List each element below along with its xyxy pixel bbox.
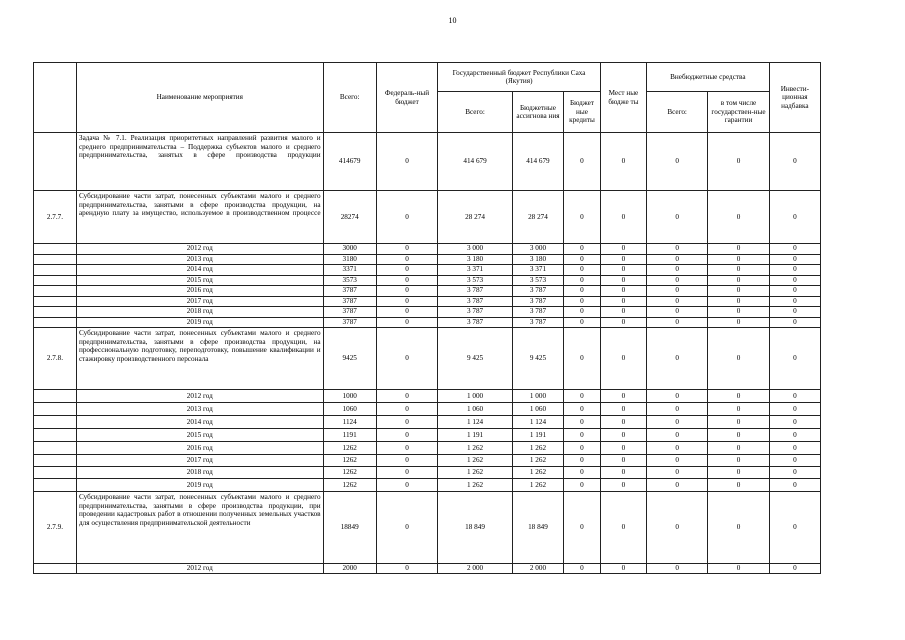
row-code: 2.7.9. <box>34 492 77 564</box>
cell-republic-allocations: 1 262 <box>512 467 563 479</box>
cell-total: 1000 <box>323 390 376 403</box>
table-row <box>34 442 821 455</box>
cell-federal: 0 <box>376 390 437 403</box>
cell-guarantees: 0 <box>708 286 769 297</box>
row-code <box>34 442 77 455</box>
cell-republic-total: 18 849 <box>438 492 513 564</box>
cell-local: 0 <box>600 275 646 286</box>
cell-local: 0 <box>600 479 646 492</box>
cell-credits: 0 <box>564 390 601 403</box>
cell-total: 1262 <box>323 442 376 455</box>
cell-extra-total: 0 <box>646 390 707 403</box>
row-year: 2018 год <box>76 467 323 479</box>
cell-guarantees: 0 <box>708 307 769 318</box>
cell-credits: 0 <box>564 328 601 390</box>
cell-investment: 0 <box>769 467 820 479</box>
header-federal: Федераль-ный бюджет <box>376 63 437 133</box>
row-code <box>34 390 77 403</box>
cell-republic-total: 3 787 <box>438 286 513 297</box>
cell-republic-allocations: 3 573 <box>512 275 563 286</box>
table-row <box>34 479 821 492</box>
cell-total: 1262 <box>323 479 376 492</box>
header-investment: Инвести-ционная надбавка <box>769 63 820 133</box>
cell-extra-total: 0 <box>646 467 707 479</box>
cell-investment: 0 <box>769 492 820 564</box>
cell-credits: 0 <box>564 244 601 255</box>
cell-total: 2000 <box>323 564 376 574</box>
cell-republic-allocations: 28 274 <box>512 191 563 244</box>
table-row <box>34 244 821 255</box>
cell-total: 28274 <box>323 191 376 244</box>
cell-local: 0 <box>600 133 646 191</box>
cell-credits: 0 <box>564 133 601 191</box>
cell-total: 3787 <box>323 307 376 318</box>
cell-credits: 0 <box>564 403 601 416</box>
cell-investment: 0 <box>769 133 820 191</box>
cell-guarantees: 0 <box>708 416 769 429</box>
header-code <box>34 63 77 133</box>
cell-investment: 0 <box>769 403 820 416</box>
table-row <box>34 492 821 564</box>
row-code <box>34 133 77 191</box>
row-name: Задача № 7.1. Реализация приоритетных направлений развития малого и среднего предпринимательства – Поддержка субъектов малого и среднего предпринимательства, занятых в сфере производства продукции <box>76 133 323 191</box>
cell-federal: 0 <box>376 455 437 467</box>
cell-local: 0 <box>600 442 646 455</box>
cell-total: 3787 <box>323 296 376 307</box>
cell-local: 0 <box>600 492 646 564</box>
cell-credits: 0 <box>564 265 601 276</box>
cell-extra-total: 0 <box>646 429 707 442</box>
row-year: 2012 год <box>76 390 323 403</box>
cell-local: 0 <box>600 296 646 307</box>
row-code <box>34 429 77 442</box>
cell-guarantees: 0 <box>708 455 769 467</box>
cell-extra-total: 0 <box>646 455 707 467</box>
cell-credits: 0 <box>564 191 601 244</box>
cell-guarantees: 0 <box>708 275 769 286</box>
cell-credits: 0 <box>564 429 601 442</box>
cell-federal: 0 <box>376 254 437 265</box>
cell-total: 9425 <box>323 328 376 390</box>
header-total: Всего: <box>323 63 376 133</box>
cell-local: 0 <box>600 390 646 403</box>
cell-local: 0 <box>600 467 646 479</box>
cell-extra-total: 0 <box>646 564 707 574</box>
cell-republic-allocations: 1 060 <box>512 403 563 416</box>
cell-extra-total: 0 <box>646 275 707 286</box>
cell-republic-allocations: 3 787 <box>512 307 563 318</box>
cell-total: 3787 <box>323 317 376 328</box>
cell-local: 0 <box>600 455 646 467</box>
cell-investment: 0 <box>769 455 820 467</box>
cell-extra-total: 0 <box>646 296 707 307</box>
cell-republic-total: 2 000 <box>438 564 513 574</box>
cell-federal: 0 <box>376 416 437 429</box>
cell-federal: 0 <box>376 296 437 307</box>
table-row <box>34 265 821 276</box>
table-row <box>34 403 821 416</box>
cell-investment: 0 <box>769 244 820 255</box>
cell-guarantees: 0 <box>708 564 769 574</box>
cell-extra-total: 0 <box>646 479 707 492</box>
cell-federal: 0 <box>376 442 437 455</box>
cell-total: 3000 <box>323 244 376 255</box>
cell-investment: 0 <box>769 317 820 328</box>
cell-republic-allocations: 3 180 <box>512 254 563 265</box>
cell-guarantees: 0 <box>708 191 769 244</box>
cell-federal: 0 <box>376 317 437 328</box>
cell-federal: 0 <box>376 429 437 442</box>
cell-local: 0 <box>600 286 646 297</box>
row-year: 2019 год <box>76 479 323 492</box>
cell-extra-total: 0 <box>646 286 707 297</box>
cell-investment: 0 <box>769 479 820 492</box>
cell-republic-total: 1 262 <box>438 467 513 479</box>
cell-republic-total: 1 124 <box>438 416 513 429</box>
cell-credits: 0 <box>564 296 601 307</box>
cell-extra-total: 0 <box>646 317 707 328</box>
header-extra-total: Всего: <box>646 92 707 133</box>
row-name: Субсидирование части затрат, понесенных субъектами малого и среднего предпринимательства, занятыми в сфере производства продукции, на профессиональную подготовку, переподготовку, повышение квалификации и стажировку производственного персонала <box>76 328 323 390</box>
table-row <box>34 191 821 244</box>
cell-federal: 0 <box>376 244 437 255</box>
header-extra-guarantees: в том числе государствен-ные гарантии <box>708 92 769 133</box>
cell-republic-total: 3 000 <box>438 244 513 255</box>
row-code <box>34 403 77 416</box>
cell-republic-allocations: 3 371 <box>512 265 563 276</box>
cell-guarantees: 0 <box>708 133 769 191</box>
cell-local: 0 <box>600 564 646 574</box>
table-row <box>34 275 821 286</box>
header-republic-credits: Бюджет ные кредиты <box>564 92 601 133</box>
cell-credits: 0 <box>564 467 601 479</box>
cell-republic-total: 1 262 <box>438 455 513 467</box>
row-code: 2.7.8. <box>34 328 77 390</box>
cell-credits: 0 <box>564 286 601 297</box>
table-row <box>34 286 821 297</box>
cell-republic-allocations: 18 849 <box>512 492 563 564</box>
row-year: 2012 год <box>76 244 323 255</box>
cell-investment: 0 <box>769 442 820 455</box>
cell-total: 1262 <box>323 467 376 479</box>
row-code <box>34 416 77 429</box>
cell-extra-total: 0 <box>646 254 707 265</box>
cell-republic-total: 3 787 <box>438 317 513 328</box>
cell-investment: 0 <box>769 429 820 442</box>
table-row <box>34 467 821 479</box>
row-code <box>34 254 77 265</box>
cell-total: 1060 <box>323 403 376 416</box>
table-body <box>34 133 821 574</box>
row-code: 2.7.7. <box>34 191 77 244</box>
cell-republic-allocations: 3 787 <box>512 317 563 328</box>
table-row <box>34 296 821 307</box>
row-code <box>34 467 77 479</box>
cell-federal: 0 <box>376 479 437 492</box>
cell-extra-total: 0 <box>646 244 707 255</box>
cell-federal: 0 <box>376 564 437 574</box>
cell-extra-total: 0 <box>646 328 707 390</box>
cell-local: 0 <box>600 403 646 416</box>
cell-credits: 0 <box>564 317 601 328</box>
cell-guarantees: 0 <box>708 244 769 255</box>
cell-republic-allocations: 3 000 <box>512 244 563 255</box>
cell-republic-allocations: 9 425 <box>512 328 563 390</box>
cell-federal: 0 <box>376 286 437 297</box>
row-code <box>34 244 77 255</box>
cell-guarantees: 0 <box>708 254 769 265</box>
cell-local: 0 <box>600 265 646 276</box>
table-row <box>34 455 821 467</box>
cell-local: 0 <box>600 416 646 429</box>
cell-credits: 0 <box>564 307 601 318</box>
cell-investment: 0 <box>769 390 820 403</box>
budget-table <box>33 62 821 574</box>
cell-investment: 0 <box>769 328 820 390</box>
cell-republic-allocations: 1 262 <box>512 455 563 467</box>
cell-investment: 0 <box>769 286 820 297</box>
table-row <box>34 564 821 574</box>
header-extrabudgetary: Внебюджетные средства <box>646 63 769 92</box>
cell-credits: 0 <box>564 492 601 564</box>
table-row <box>34 317 821 328</box>
row-year: 2019 год <box>76 317 323 328</box>
cell-total: 1124 <box>323 416 376 429</box>
header-local: Мест ные бюдже ты <box>600 63 646 133</box>
cell-guarantees: 0 <box>708 328 769 390</box>
cell-local: 0 <box>600 244 646 255</box>
cell-republic-allocations: 3 787 <box>512 286 563 297</box>
row-year: 2016 год <box>76 286 323 297</box>
table-row <box>34 416 821 429</box>
row-code <box>34 265 77 276</box>
cell-republic-total: 1 060 <box>438 403 513 416</box>
cell-extra-total: 0 <box>646 442 707 455</box>
cell-republic-allocations: 1 262 <box>512 442 563 455</box>
row-code <box>34 317 77 328</box>
row-year: 2017 год <box>76 296 323 307</box>
cell-guarantees: 0 <box>708 492 769 564</box>
cell-extra-total: 0 <box>646 416 707 429</box>
cell-republic-total: 414 679 <box>438 133 513 191</box>
cell-republic-allocations: 1 191 <box>512 429 563 442</box>
cell-republic-allocations: 1 000 <box>512 390 563 403</box>
cell-total: 3180 <box>323 254 376 265</box>
row-code <box>34 296 77 307</box>
cell-republic-total: 3 787 <box>438 296 513 307</box>
cell-total: 18849 <box>323 492 376 564</box>
table-row <box>34 328 821 390</box>
cell-local: 0 <box>600 307 646 318</box>
cell-guarantees: 0 <box>708 442 769 455</box>
cell-investment: 0 <box>769 275 820 286</box>
row-year: 2014 год <box>76 265 323 276</box>
cell-credits: 0 <box>564 254 601 265</box>
cell-republic-allocations: 1 124 <box>512 416 563 429</box>
row-year: 2014 год <box>76 416 323 429</box>
cell-guarantees: 0 <box>708 429 769 442</box>
cell-investment: 0 <box>769 191 820 244</box>
cell-federal: 0 <box>376 492 437 564</box>
cell-republic-total: 3 180 <box>438 254 513 265</box>
cell-total: 3371 <box>323 265 376 276</box>
cell-guarantees: 0 <box>708 390 769 403</box>
row-code <box>34 455 77 467</box>
cell-investment: 0 <box>769 416 820 429</box>
cell-federal: 0 <box>376 275 437 286</box>
cell-republic-total: 1 000 <box>438 390 513 403</box>
cell-credits: 0 <box>564 455 601 467</box>
cell-federal: 0 <box>376 133 437 191</box>
row-year: 2012 год <box>76 564 323 574</box>
cell-investment: 0 <box>769 254 820 265</box>
cell-republic-total: 3 371 <box>438 265 513 276</box>
cell-republic-total: 1 262 <box>438 442 513 455</box>
row-name: Субсидирование части затрат, понесенных субъектами малого и среднего предпринимательства, занятыми в сфере производства продукции, на арендную плату за имущество, используемое в производственном процессе <box>76 191 323 244</box>
cell-total: 414679 <box>323 133 376 191</box>
row-code <box>34 286 77 297</box>
row-year: 2015 год <box>76 429 323 442</box>
table-row <box>34 307 821 318</box>
cell-republic-total: 3 787 <box>438 307 513 318</box>
cell-extra-total: 0 <box>646 191 707 244</box>
row-year: 2013 год <box>76 403 323 416</box>
cell-guarantees: 0 <box>708 296 769 307</box>
cell-federal: 0 <box>376 403 437 416</box>
cell-local: 0 <box>600 317 646 328</box>
cell-guarantees: 0 <box>708 265 769 276</box>
row-name: Субсидирование части затрат, понесенных субъектами малого и среднего предпринимательства, занятыми в сфере производства продукции, при проведении кадастровых работ в отношении полученных земельных участков для осуществления предпринимательской деятельности <box>76 492 323 564</box>
header-republic-allocations: Бюджетные ассигнова ния <box>512 92 563 133</box>
page-number: 10 <box>448 16 457 25</box>
cell-republic-total: 9 425 <box>438 328 513 390</box>
row-code <box>34 307 77 318</box>
cell-guarantees: 0 <box>708 479 769 492</box>
header-republic-budget: Государственный бюджет Республики Саха (Якутия) <box>438 63 601 92</box>
cell-credits: 0 <box>564 416 601 429</box>
cell-guarantees: 0 <box>708 467 769 479</box>
cell-extra-total: 0 <box>646 492 707 564</box>
table-row <box>34 133 821 191</box>
cell-extra-total: 0 <box>646 133 707 191</box>
cell-local: 0 <box>600 328 646 390</box>
cell-federal: 0 <box>376 307 437 318</box>
row-year: 2017 год <box>76 455 323 467</box>
cell-credits: 0 <box>564 442 601 455</box>
cell-republic-allocations: 1 262 <box>512 479 563 492</box>
cell-local: 0 <box>600 429 646 442</box>
cell-republic-allocations: 414 679 <box>512 133 563 191</box>
cell-republic-total: 28 274 <box>438 191 513 244</box>
table-row <box>34 429 821 442</box>
cell-extra-total: 0 <box>646 403 707 416</box>
row-year: 2018 год <box>76 307 323 318</box>
cell-investment: 0 <box>769 296 820 307</box>
cell-total: 3787 <box>323 286 376 297</box>
cell-credits: 0 <box>564 564 601 574</box>
table-row <box>34 390 821 403</box>
header-name: Наименование мероприятия <box>76 63 323 133</box>
row-year: 2013 год <box>76 254 323 265</box>
cell-total: 1191 <box>323 429 376 442</box>
row-code <box>34 479 77 492</box>
cell-republic-total: 1 262 <box>438 479 513 492</box>
row-year: 2015 год <box>76 275 323 286</box>
cell-federal: 0 <box>376 191 437 244</box>
cell-local: 0 <box>600 191 646 244</box>
cell-republic-total: 3 573 <box>438 275 513 286</box>
cell-local: 0 <box>600 254 646 265</box>
cell-republic-allocations: 3 787 <box>512 296 563 307</box>
cell-investment: 0 <box>769 564 820 574</box>
cell-guarantees: 0 <box>708 317 769 328</box>
cell-investment: 0 <box>769 265 820 276</box>
header-republic-total: Всего: <box>438 92 513 133</box>
cell-federal: 0 <box>376 265 437 276</box>
cell-credits: 0 <box>564 275 601 286</box>
cell-extra-total: 0 <box>646 265 707 276</box>
row-code <box>34 564 77 574</box>
cell-federal: 0 <box>376 467 437 479</box>
cell-guarantees: 0 <box>708 403 769 416</box>
cell-federal: 0 <box>376 328 437 390</box>
table-row <box>34 254 821 265</box>
cell-republic-total: 1 191 <box>438 429 513 442</box>
cell-republic-allocations: 2 000 <box>512 564 563 574</box>
cell-investment: 0 <box>769 307 820 318</box>
cell-total: 3573 <box>323 275 376 286</box>
cell-credits: 0 <box>564 479 601 492</box>
row-code <box>34 275 77 286</box>
row-year: 2016 год <box>76 442 323 455</box>
cell-extra-total: 0 <box>646 307 707 318</box>
cell-total: 1262 <box>323 455 376 467</box>
